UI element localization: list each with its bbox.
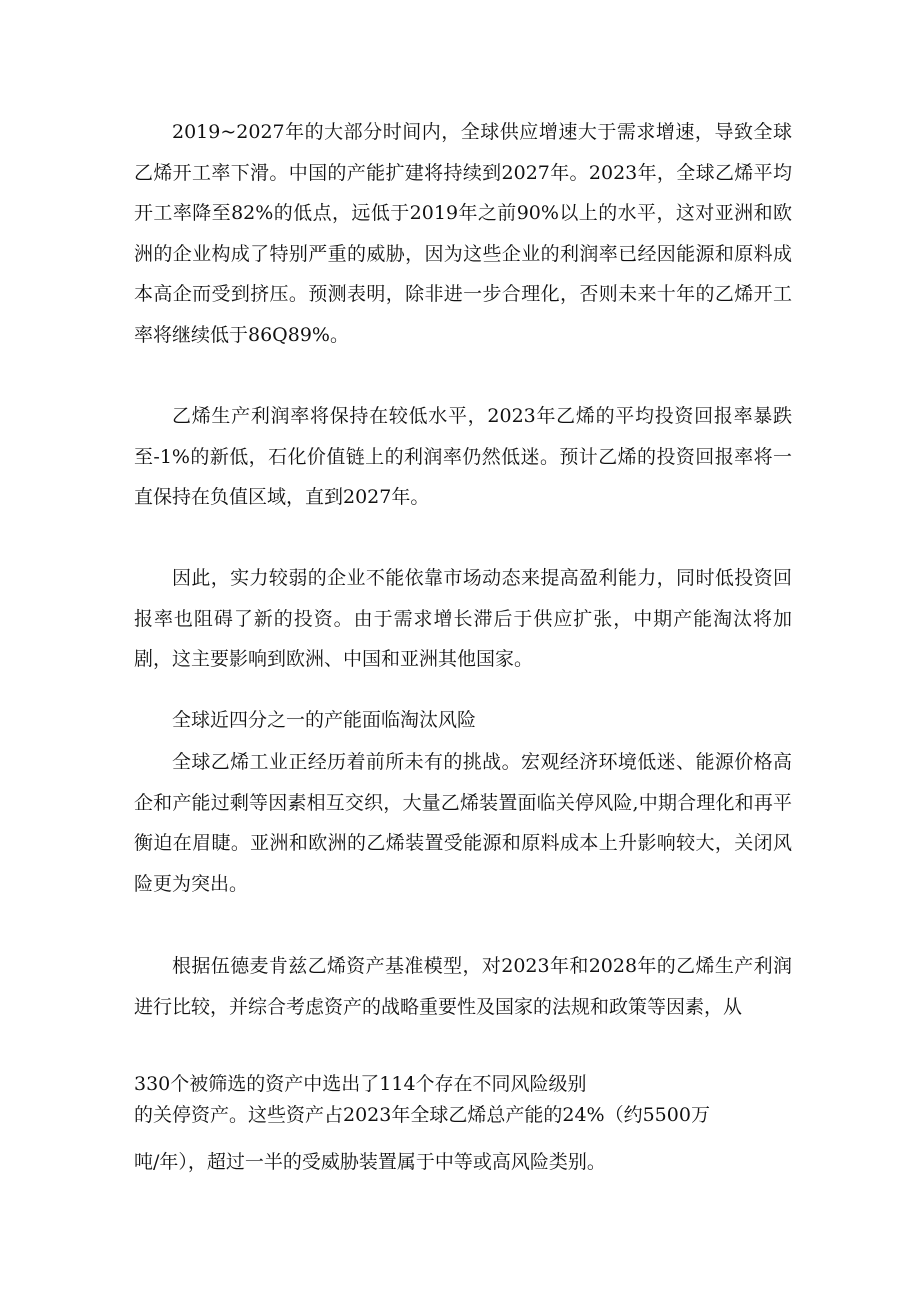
tail-line-assets-selected: 330个被筛选的资产中选出了114个存在不同风险级别	[134, 1073, 587, 1095]
section-heading-risk: 全球近四分之一的产能面临淘汰风险	[172, 709, 477, 731]
paragraph-benchmark-model: 根据伍德麦肯兹乙烯资产基准模型，对2023年和2028年的乙烯生产利润进行比较，并综合考虑资产的战略重要性及国家的法规和政策等因素，从	[134, 955, 792, 1018]
paragraph-supply-demand: 2019~2027年的大部分时间内，全球供应增速大于需求增速，导致全球乙烯开工率下滑。中国的产能扩建将持续到2027年。2023年，全球乙烯平均开工率降至82%的低点，远低于2019年之前90%以上的水平，这对亚洲和欧洲的企业构成了特别严重的威胁，因为这些企业的利润率已经因能源和原料成本高企而受到挤压。预测表明，除非进一步合理化，否则未来十年的乙烯开工率将继续低于86Q89%。	[134, 121, 792, 346]
tail-line-capacity-share: 的关停资产。这些资产占2023年全球乙烯总产能的24%（约5500万	[134, 1104, 710, 1126]
paragraph-capacity-elimination: 因此，实力较弱的企业不能依靠市场动态来提高盈利能力，同时低投资回报率也阻碍了新的投资。由于需求增长滞后于供应扩张，中期产能淘汰将加剧，这主要影响到欧洲、中国和亚洲其他国家。	[134, 567, 792, 671]
tail-line-risk-category: 吨/年），超过一半的受威胁装置属于中等或高风险类别。	[134, 1151, 606, 1173]
paragraph-profit-margin: 乙烯生产利润率将保持在较低水平，2023年乙烯的平均投资回报率暴跌至-1%的新低，石化价值链上的利润率仍然低迷。预计乙烯的投资回报率将一直保持在负值区域，直到2027年。	[134, 405, 792, 509]
paragraph-industry-challenges: 全球乙烯工业正经历着前所未有的挑战。宏观经济环境低迷、能源价格高企和产能过剩等因素相互交织，大量乙烯装置面临关停风险,中期合理化和再平衡迫在眉睫。亚洲和欧洲的乙烯装置受能源和原料成本上升影响较大，关闭风险更为突出。	[134, 751, 792, 895]
